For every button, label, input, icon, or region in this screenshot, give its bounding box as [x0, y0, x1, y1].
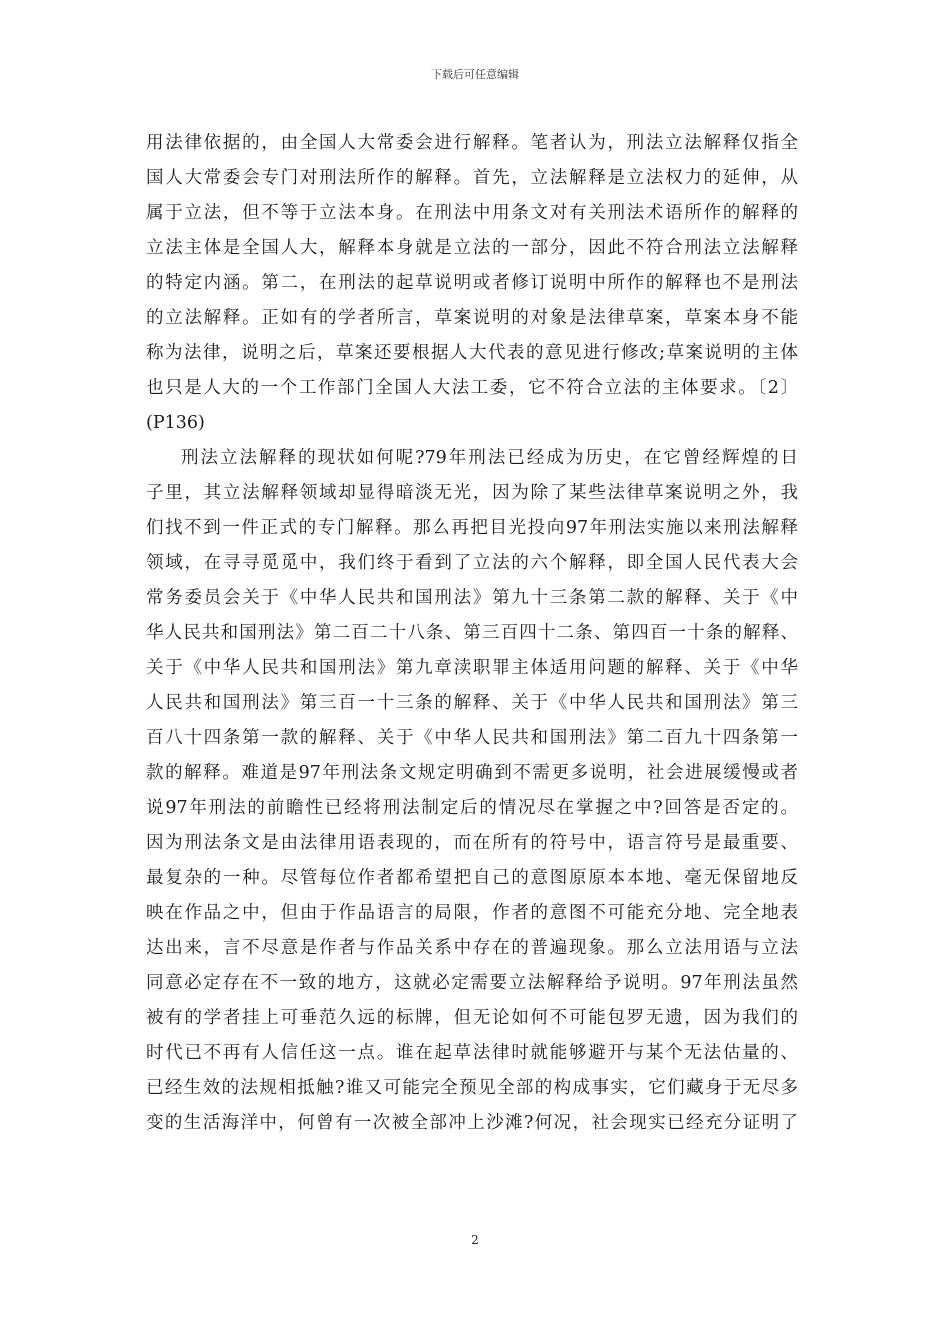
text-line: 属于立法，但不等于立法本身。在刑法中用条文对有关刑法术语所作的解释的	[146, 203, 798, 223]
text-line: 用法律依据的，由全国人大常委会进行解释。笔者认为，刑法立法解释仅指全	[146, 133, 798, 153]
text-line: (P136)	[146, 413, 205, 433]
text-line: 领域，在寻寻觅觅中，我们终于看到了立法的六个解释，即全国人民代表大会	[146, 553, 798, 573]
text-line: 常务委员会关于《中华人民共和国刑法》第九十三条第二款的解释、关于《中	[146, 588, 798, 608]
text-line: 映在作品之中，但由于作品语言的局限，作者的意图不可能充分地、完全地表	[146, 903, 798, 923]
text-line: 也只是人大的一个工作部门全国人大法工委，它不符合立法的主体要求。〔2〕	[146, 378, 798, 398]
page-header: 下载后可任意编辑	[431, 68, 519, 81]
text-line: 人民共和国刑法》第三百一十三条的解释、关于《中华人民共和国刑法》第三	[146, 693, 798, 713]
text-line: 时代已不再有人信任这一点。谁在起草法律时就能够避开与某个无法估量的、	[146, 1043, 798, 1063]
paragraph	[146, 126, 798, 441]
text-line: 因为刑法条文是由法律用语表现的，而在所有的符号中，语言符号是最重要、	[146, 833, 798, 853]
text-line: 子里，其立法解释领域却显得暗淡无光，因为除了某些法律草案说明之外，我	[146, 483, 798, 503]
text-line: 国人大常委会专门对刑法所作的解释。首先，立法解释是立法权力的延伸，从	[146, 168, 798, 188]
text-line: 关于《中华人民共和国刑法》第九章渎职罪主体适用问题的解释、关于《中华	[146, 658, 798, 678]
text-line: 百八十四条第一款的解释、关于《中华人民共和国刑法》第二百九十四条第一	[146, 728, 798, 748]
text-line: 同意必定存在不一致的地方，这就必定需要立法解释给予说明。97年刑法虽然	[146, 973, 798, 993]
text-line: 的立法解释。正如有的学者所言，草案说明的对象是法律草案，草案本身不能	[146, 308, 798, 328]
text-line: 款的解释。难道是97年刑法条文规定明确到不需更多说明，社会进展缓慢或者	[146, 763, 798, 783]
text-line: 变的生活海洋中，何曾有一次被全部冲上沙滩?何况，社会现实已经充分证明了	[146, 1113, 798, 1133]
text-line: 说97年刑法的前瞻性已经将刑法制定后的情况尽在掌握之中?回答是否定的。	[146, 798, 798, 818]
text-line: 刑法立法解释的现状如何呢?79年刑法已经成为历史，在它曾经辉煌的日	[181, 448, 798, 468]
text-line: 立法主体是全国人大，解释本身就是立法的一部分，因此不符合刑法立法解释	[146, 238, 798, 258]
text-line: 已经生效的法规相抵触?谁又可能完全预见全部的构成事实，它们藏身于无尽多	[146, 1078, 798, 1098]
text-line: 最复杂的一种。尽管每位作者都希望把自己的意图原原本本地、毫无保留地反	[146, 868, 798, 888]
text-line: 称为法律，说明之后，草案还要根据人大代表的意见进行修改;草案说明的主体	[146, 343, 798, 363]
document-body	[146, 126, 798, 1141]
text-line: 被有的学者挂上可垂范久远的标牌，但无论如何不可能包罗无遗，因为我们的	[146, 1008, 798, 1028]
paragraph	[146, 441, 798, 1141]
text-line: 的特定内涵。第二，在刑法的起草说明或者修订说明中所作的解释也不是刑法	[146, 273, 798, 293]
text-line: 华人民共和国刑法》第二百二十八条、第三百四十二条、第四百一十条的解释、	[146, 623, 798, 643]
text-line: 们找不到一件正式的专门解释。那么再把目光投向97年刑法实施以来刑法解释	[146, 518, 798, 538]
text-line: 达出来，言不尽意是作者与作品关系中存在的普遍现象。那么立法用语与立法	[146, 938, 798, 958]
page-number: 2	[471, 1233, 479, 1247]
